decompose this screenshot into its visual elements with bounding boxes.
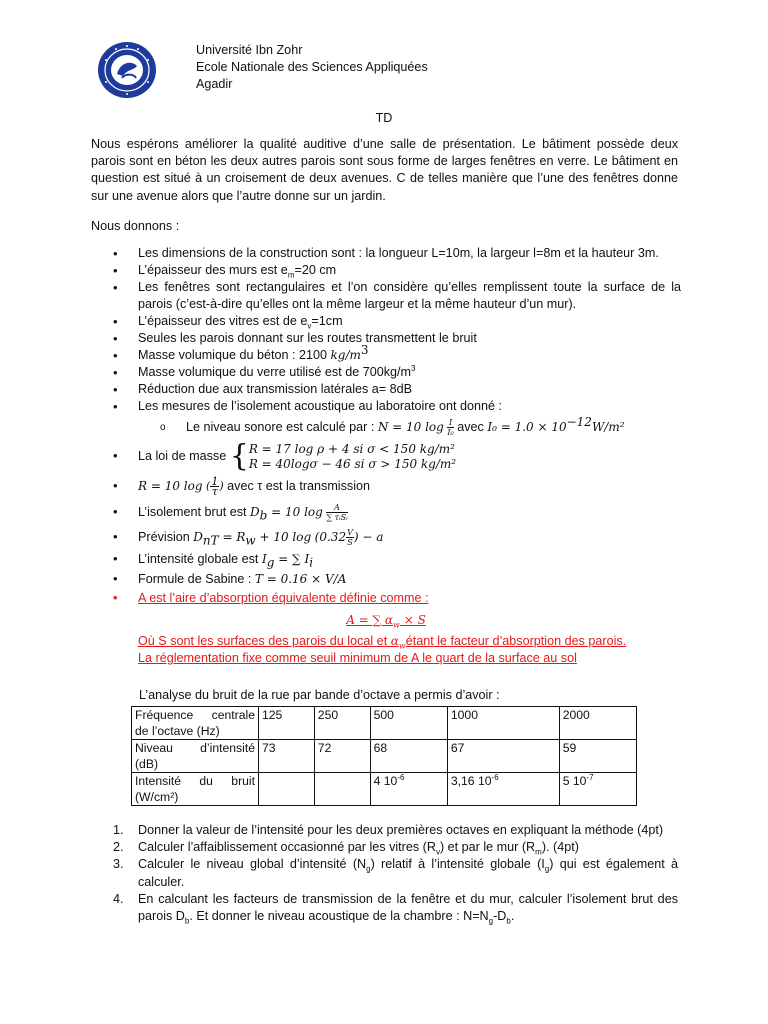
table-row: Fréquence centrale de l’octave (Hz) 125 250 500 1000 2000 [132,707,637,740]
list-item: • L’intensité globale est $I_g$ = ∑ $I_i$ [113,551,314,570]
questions-list [91,822,678,925]
list-item: • R = 10 log ( $\frac{1}{\tau}$ ) avec τ est la transmission [113,475,371,499]
given-heading: Nous donnons : [91,219,180,233]
list-item: o Le niveau sonore est calculé par : N = 10 log $\frac{I}{\text{I₀}}$ avec $I_0 = 1.0 \times 10^{-12}W/m^2$ [160,414,625,438]
list-item: • La loi de masse { R = 17 log ρ + 4 si σ < 150 kg/m² R = 40logσ − 46 si σ > 150 kg/m² [113,438,457,474]
list-item: • Les dimensions de la construction sont : la longueur L=10m, la largeur l=8m et la hauteur 3m. [113,246,659,261]
mass-law-low: R = 17 log ρ + 4 si σ < 150 kg/m² [248,441,455,456]
list-item: • L’épaisseur des murs est $e_m=20$ cm [113,263,337,280]
mass-law-high: R = 40logσ − 46 si σ > 150 kg/m² [248,456,457,471]
question-item: 2. Calculer l’affaiblissement occasionné par les vitres $(R_v)$ et par le mur $(R_m)$. (4pt) [113,840,579,857]
list-item: • L’isolement brut est $D_b = 10$ log $\frac{A}{\text{∑ τᵢSᵢ}}$ [113,503,348,523]
list-item: • Seules les parois donnant sur les routes transmettent le bruit [113,331,477,346]
given-list [91,245,681,667]
university-name: Université Ibn Zohr [196,43,303,57]
octave-table [131,706,637,806]
header-block [196,42,428,93]
list-item: • Masse volumique du verre utilisé est de $700kg/m^3$ [113,363,416,380]
transmission-formula: R = 10 log [138,479,203,493]
page-title: TD [375,111,393,125]
table-row: Intensité du bruit (W/cm²) 4 $10^{-6}$ 3,16 $10^{-6}$ 5 $10^{-7}$ [132,773,637,806]
table-row: Niveau d’intensité (dB) 73 72 68 67 59 [132,740,637,773]
list-item: La réglementation fixe comme seuil minimum de A le quart de la surface au sol [138,651,577,665]
list-item: • Les mesures de l’isolement acoustique au laboratoire ont donné : [113,399,503,414]
question-item: 4. En calculant les facteurs de transmission de la fenêtre et du mur, calculer l’isolement brut des parois $D_b$. Et donner le niveau acoustique de la chambre : $N=N_g-D_b$. [113,891,678,926]
list-item: • Les fenêtres sont rectangulaires et l’on considère qu’elles remplissent toute la surface de la parois (c’est-à-dire qu’elles ont la même largeur et la même hauteur d’un mur). [113,280,681,311]
list-item: • Formule de Sabine : T = 0.16 × V/A [113,571,347,586]
table-caption: L’analyse du bruit de la rue par bande d’octave a permis d’avoir : [139,688,500,702]
school-name: Ecole Nationale des Sciences Appliquées [196,60,428,74]
university-seal-logo [96,40,158,100]
intro-paragraph: Nous espérons améliorer la qualité auditive d’une salle de présentation. Le bâtiment possède deux parois sont en béton les deux autres parois sont sous forme de larges fenêtres en verre. Le bâtiment en question est situé à un croisement de deux avenues. C de telles manière que l’une des fenêtres donne sur une avenue alors que l’autre donne sur un jardin. [91,137,678,203]
list-item: • A est l’aire d’absorption équivalente définie comme : [113,590,429,605]
list-item: • Masse volumique du béton : 2100 $kg/m^3$ [113,342,369,363]
list-item: • L’épaisseur des vitres est de $e_v=1cm$ [113,314,343,331]
question-item: 1. Donner la valeur de l’intensité pour les deux premières octaves en expliquant la méthode (4pt) [113,823,664,837]
level-formula: N = 10 log [377,420,444,434]
list-item: Où S sont les surfaces des parois du local et $\alpha_wé\tan t$ le facteur d’absorption des parois. [138,634,627,651]
city-name: Agadir [196,77,233,91]
question-item: 3. Calculer le niveau global d’intensité $(N_g)$ relatif à l’intensité globale $(I_g)$ qui est également à calculer. [113,857,678,889]
list-item: • Réduction due aux transmission latérales a= 8dB [113,382,413,397]
list-item: • Prévision $D_{nT} = R_w + 10$ log (0.32 $\frac{V}{S}$ ) − a [113,528,384,548]
absorption-formula: A = ∑ $\alpha_w \times S$ [346,613,426,630]
